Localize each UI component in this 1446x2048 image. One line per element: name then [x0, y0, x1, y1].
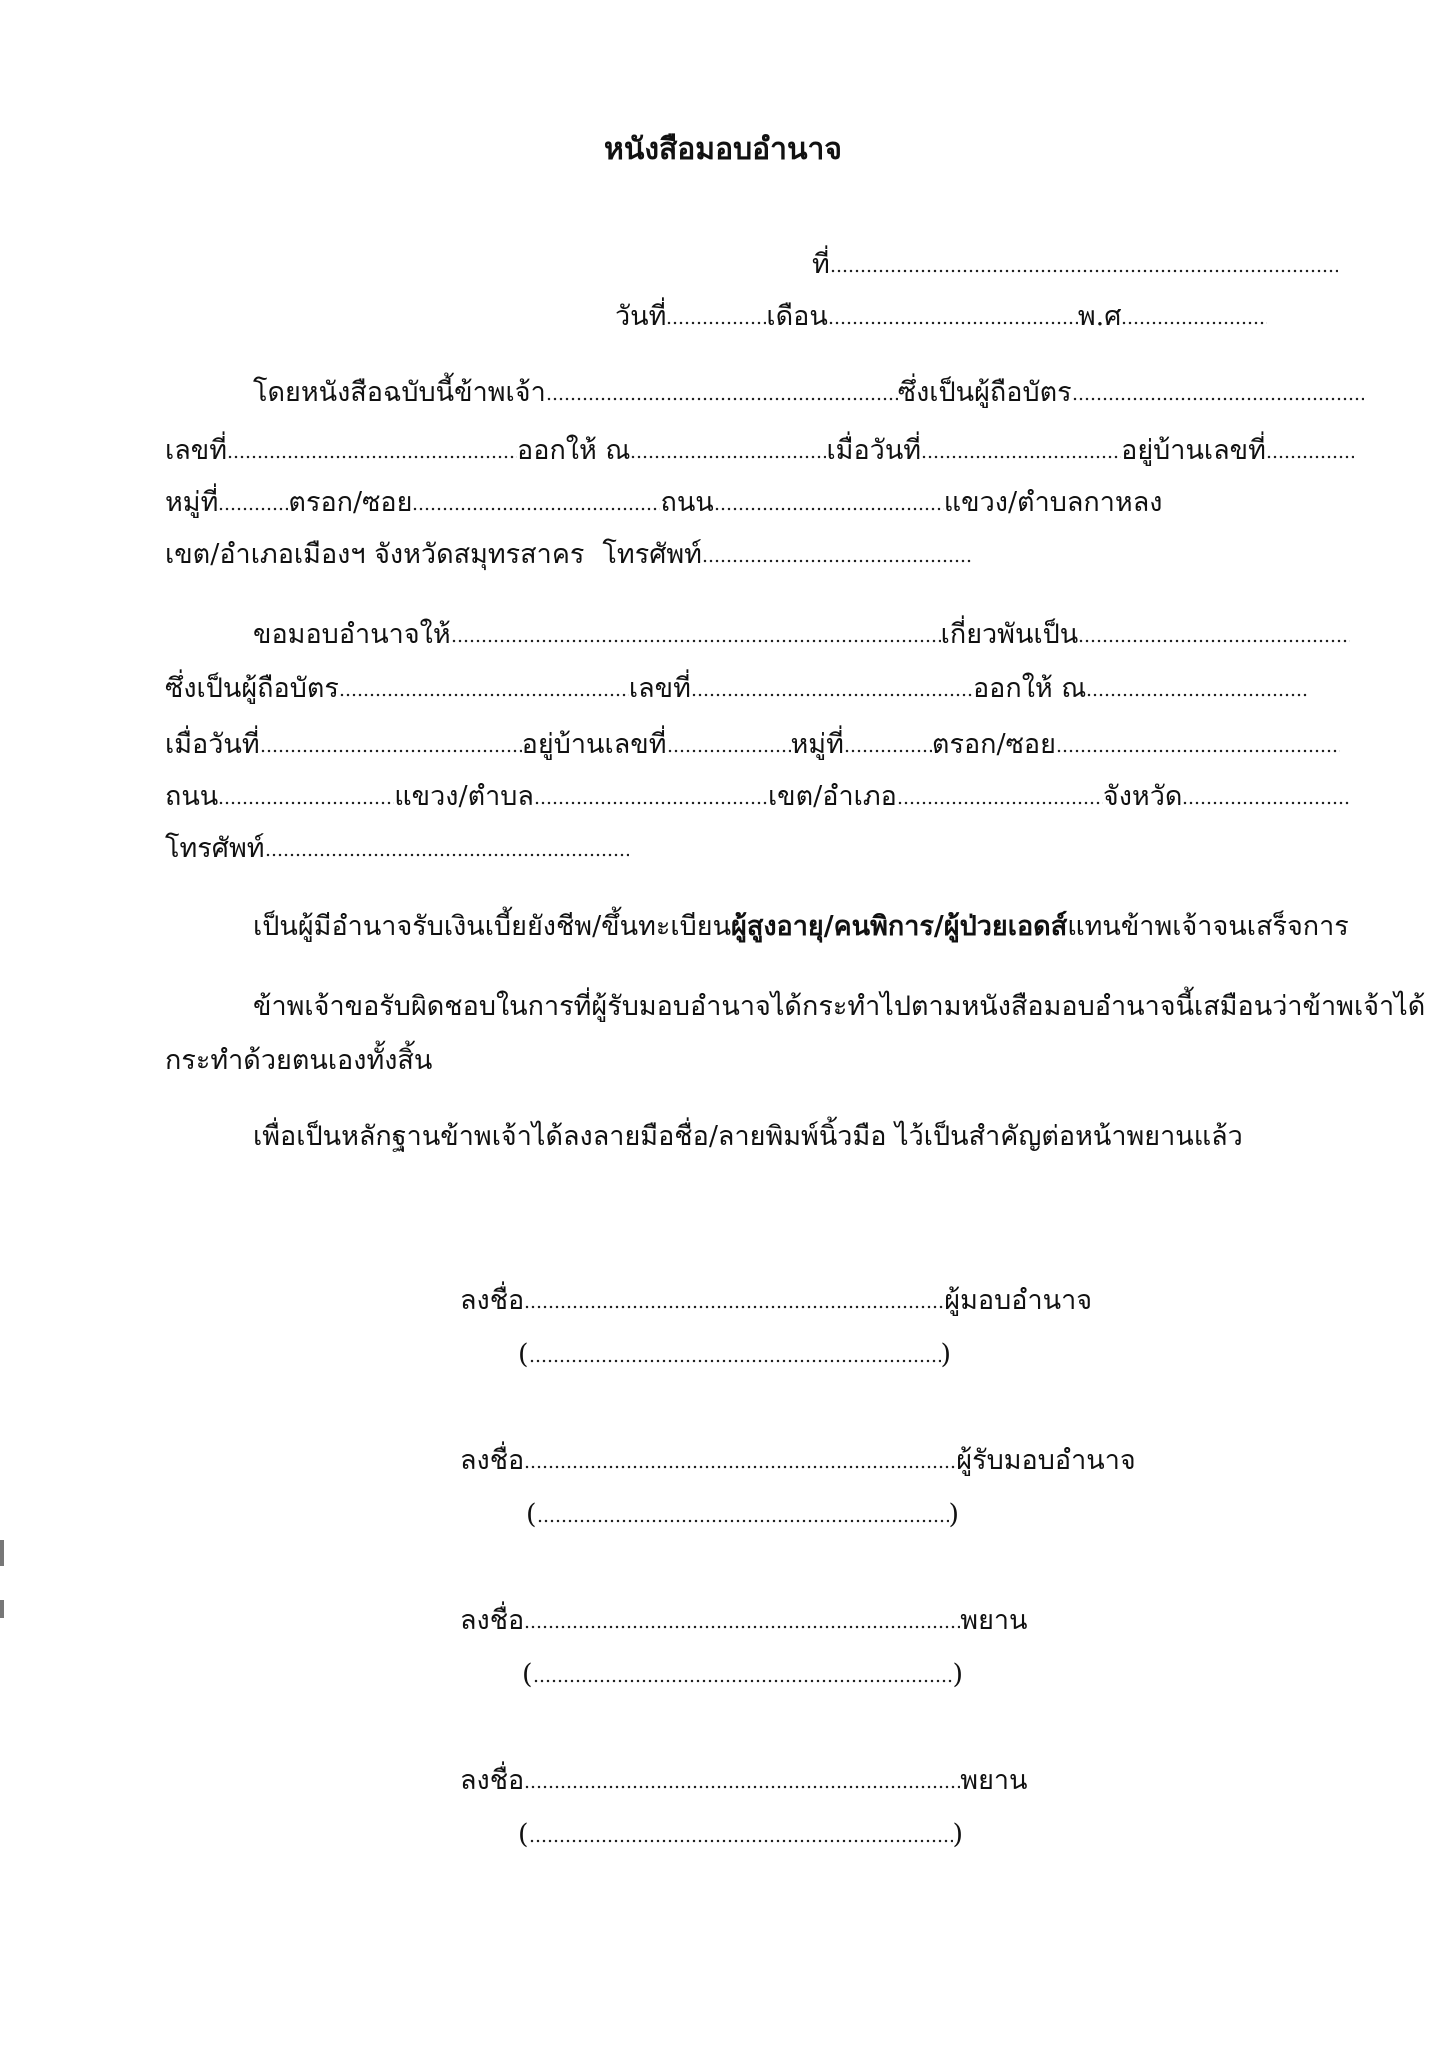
- grantee-relation-label: เกี่ยวพันเป็น: [940, 619, 1079, 650]
- grantee-date-field[interactable]: [260, 749, 522, 753]
- witness2-signature-field[interactable]: [524, 1785, 960, 1789]
- grantor-house-field[interactable]: [1266, 455, 1354, 459]
- grantee-number-label: เลขที่: [628, 673, 691, 704]
- grantee-line-5: [165, 832, 629, 866]
- responsibility-line-2: กระทำด้วยตนเองทั้งสิ้น: [165, 1045, 433, 1076]
- grantor-line-4: [165, 538, 972, 572]
- sign-label: ลงชื่อ: [460, 1765, 525, 1796]
- month-field[interactable]: [828, 321, 1078, 325]
- sign-label: ลงชื่อ: [460, 1285, 525, 1316]
- year-label: พ.ศ: [1077, 301, 1122, 332]
- grantor-line-2: [165, 434, 1354, 468]
- sign-label: ลงชื่อ: [460, 1605, 525, 1636]
- date-line: [615, 300, 1267, 334]
- at-line: [812, 248, 1338, 282]
- witness2-role-label: พยาน: [960, 1765, 1028, 1796]
- grantee-role-label: ผู้รับมอบอำนาจ: [956, 1445, 1136, 1476]
- grantee-province-label: จังหวัด: [1102, 781, 1183, 812]
- grantor-subdistrict: แขวง/ตำบลกาหลง: [943, 487, 1163, 518]
- grantee-line-1: [253, 618, 1350, 652]
- grantor-phone-label: โทรศัพท์: [602, 539, 702, 570]
- at-label: ที่: [812, 249, 830, 280]
- grantor-printed-name-field[interactable]: [529, 1359, 941, 1363]
- year-field[interactable]: [1121, 321, 1267, 325]
- grantor-alley-label: ตรอก/ซอย: [288, 487, 413, 518]
- grantee-card-field[interactable]: [339, 693, 629, 697]
- grantee-subdistrict-field[interactable]: [534, 801, 768, 805]
- grantee-intro: ขอมอบอำนาจให้: [253, 619, 451, 650]
- scan-edge-mark: [0, 1540, 4, 1566]
- paren-close: ): [952, 1819, 964, 1850]
- grantor-moo-label: หมู่ที่: [165, 487, 219, 518]
- grantee-house-label: อยู่บ้านเลขที่: [521, 729, 667, 760]
- grantee-alley-label: ตรอก/ซอย: [931, 729, 1056, 760]
- grantor-on-date-label: เมื่อวันที่: [826, 435, 922, 466]
- witness2-signature-line: [460, 1764, 1028, 1798]
- grantee-subdistrict-label: แขวง/ตำบล: [394, 781, 534, 812]
- grantor-number-label: เลขที่: [165, 435, 228, 466]
- grantee-signature-field[interactable]: [524, 1465, 956, 1469]
- grantee-road-field[interactable]: [218, 801, 394, 805]
- grantee-holder-label: ซึ่งเป็นผู้ถือบัตร: [165, 673, 339, 704]
- grantee-alley-field[interactable]: [1056, 749, 1340, 753]
- witness2-printed-name-line: [518, 1818, 963, 1852]
- grantor-phone-field[interactable]: [702, 559, 972, 563]
- purpose-part1: เป็นผู้มีอำนาจรับเงินเบี้ยยังชีพ/ขึ้นทะเบียน: [253, 911, 732, 942]
- grantor-date-field[interactable]: [921, 455, 1121, 459]
- grantor-role-label: ผู้มอบอำนาจ: [944, 1285, 1093, 1316]
- grantee-phone-label: โทรศัพท์: [165, 833, 265, 864]
- grantee-number-field[interactable]: [691, 693, 973, 697]
- grantor-printed-name-line: [518, 1338, 951, 1372]
- grantee-printed-name-field[interactable]: [537, 1519, 949, 1523]
- grantor-signature-line: [460, 1284, 1092, 1318]
- document-title: หนังสือมอบอำนาจ: [604, 132, 842, 167]
- witness1-printed-name-field[interactable]: [533, 1679, 953, 1683]
- responsibility-line-1: ข้าพเจ้าขอรับผิดชอบในการที่ผู้รับมอบอำนาจได้กระทำไปตามหนังสือมอบอำนาจนี้เสมือนว่าข้าพเจ้าได้: [253, 991, 1426, 1022]
- grantee-district-label: เขต/อำเภอ: [767, 781, 897, 812]
- grantor-line-3: [165, 486, 1162, 520]
- at-field[interactable]: [830, 269, 1338, 273]
- witness1-role-label: พยาน: [960, 1605, 1028, 1636]
- grantee-issued-field[interactable]: [1086, 693, 1308, 697]
- purpose-part3: แทนข้าพเจ้าจนเสร็จการ: [1067, 911, 1349, 942]
- grantee-moo-field[interactable]: [844, 749, 932, 753]
- grantor-road-label: ถนน: [660, 487, 714, 518]
- paren-close: ): [952, 1659, 964, 1690]
- grantor-signature-field[interactable]: [524, 1305, 944, 1309]
- grantor-road-field[interactable]: [714, 507, 944, 511]
- grantor-moo-field[interactable]: [218, 507, 288, 511]
- grantor-card-field[interactable]: [1072, 397, 1364, 401]
- evidence-line: เพื่อเป็นหลักฐานข้าพเจ้าได้ลงลายมือชื่อ/ลายพิมพ์นิ้วมือ ไว้เป็นสำคัญต่อหน้าพยานแล้ว: [253, 1121, 1243, 1152]
- grantor-house-label: อยู่บ้านเลขที่: [1121, 435, 1266, 466]
- witness1-signature-field[interactable]: [524, 1625, 960, 1629]
- sign-label: ลงชื่อ: [460, 1445, 525, 1476]
- grantee-house-field[interactable]: [667, 749, 791, 753]
- grantee-on-date-label: เมื่อวันที่: [165, 729, 260, 760]
- grantor-number-field[interactable]: [227, 455, 517, 459]
- paren-close: ): [948, 1499, 960, 1530]
- grantor-alley-field[interactable]: [412, 507, 660, 511]
- grantee-line-3: [165, 728, 1340, 762]
- grantee-issued-label: ออกให้ ณ: [972, 673, 1087, 704]
- grantor-name-field[interactable]: [546, 397, 898, 401]
- date-label: วันที่: [615, 301, 667, 332]
- grantee-name-field[interactable]: [451, 639, 941, 643]
- witness1-printed-name-line: [522, 1658, 963, 1692]
- grantor-district: เขต/อำเภอเมืองฯ จังหวัดสมุทรสาคร: [165, 539, 585, 570]
- grantee-printed-name-line: [526, 1498, 959, 1532]
- paren-open: (: [518, 1819, 529, 1850]
- grantor-intro: โดยหนังสือฉบับนี้ข้าพเจ้า: [253, 377, 546, 408]
- grantee-relation-field[interactable]: [1078, 639, 1350, 643]
- grantee-line-2: [165, 672, 1308, 706]
- paren-open: (: [526, 1499, 537, 1530]
- grantor-holder-label: ซึ่งเป็นผู้ถือบัตร: [897, 377, 1072, 408]
- paren-close: ): [940, 1339, 952, 1370]
- grantee-phone-field[interactable]: [265, 853, 629, 857]
- witness1-signature-line: [460, 1604, 1028, 1638]
- grantee-road-label: ถนน: [165, 781, 219, 812]
- month-label: เดือน: [766, 301, 828, 332]
- purpose-line: [253, 910, 1349, 944]
- date-field[interactable]: [666, 321, 766, 325]
- grantee-line-4: [165, 780, 1350, 814]
- grantor-issued-field[interactable]: [630, 455, 826, 459]
- grantor-line-1: [253, 376, 1364, 410]
- paren-open: (: [522, 1659, 533, 1690]
- grantee-signature-line: [460, 1444, 1136, 1478]
- scan-edge-mark: [0, 1600, 4, 1618]
- grantee-province-field[interactable]: [1182, 801, 1350, 805]
- paren-open: (: [518, 1339, 529, 1370]
- witness2-printed-name-field[interactable]: [529, 1839, 953, 1843]
- grantee-district-field[interactable]: [897, 801, 1103, 805]
- grantee-moo-label: หมู่ที่: [790, 729, 844, 760]
- grantor-issued-label: ออกให้ ณ: [517, 435, 631, 466]
- purpose-beneficiary-type: ผู้สูงอายุ/คนพิการ/ผู้ป่วยเอดส์: [731, 911, 1068, 942]
